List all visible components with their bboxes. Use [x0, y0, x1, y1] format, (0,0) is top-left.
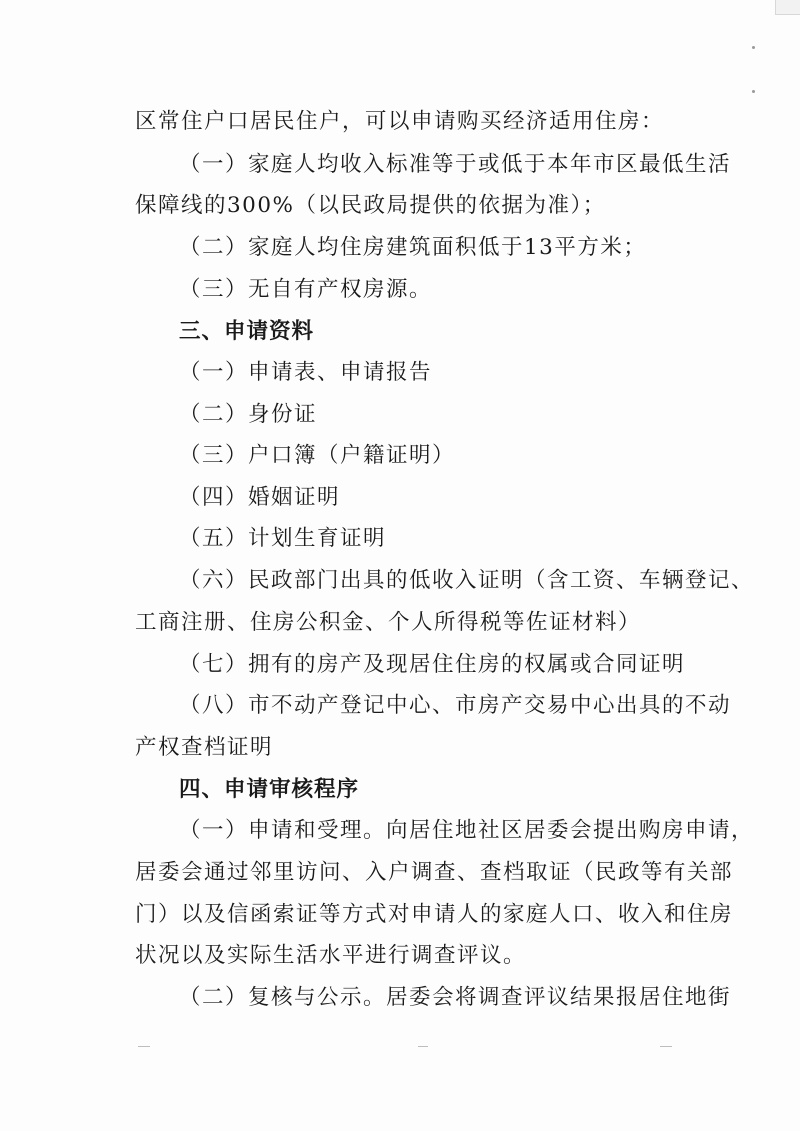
- text-line: 工商注册、住房公积金、个人所得税等佐证材料）: [135, 610, 642, 635]
- scan-speck: [752, 46, 755, 49]
- scan-speck: [752, 90, 755, 93]
- section-heading: 三、申请资料: [179, 319, 315, 344]
- page-corner-mark: [775, 0, 800, 15]
- text-line: 产权查档证明: [135, 735, 274, 760]
- text-line: （二）复核与公示。居委会将调查评议结果报居住地街: [179, 985, 732, 1010]
- scan-artifact: [138, 1046, 150, 1047]
- text-line: 保障线的300%（以民政局提供的依据为准）；: [135, 193, 606, 218]
- section-heading: 四、申请审核程序: [179, 777, 360, 802]
- text-line: （七）拥有的房产及现居住住房的权属或合同证明: [179, 652, 686, 677]
- text-line: （二）身份证: [179, 402, 318, 427]
- text-line: （一）家庭人均收入标准等于或低于本年市区最低生活: [179, 152, 732, 177]
- text-line: 门）以及信函索证等方式对申请人的家庭人口、收入和住房: [135, 902, 734, 927]
- scan-artifact: [418, 1046, 428, 1047]
- text-line: （三）无自有产权房源。: [179, 277, 433, 302]
- text-line: （五）计划生育证明: [179, 526, 387, 551]
- text-line: 居委会通过邻里访问、入户调查、查档取证（民政等有关部: [135, 860, 734, 885]
- text-line: （四）婚姻证明: [179, 485, 341, 510]
- text-line: （一）申请和受理。向居住地社区居委会提出购房申请，: [179, 818, 755, 843]
- scan-artifact: [660, 1046, 672, 1047]
- text-line: 状况以及实际生活水平进行调查评议。: [135, 943, 527, 968]
- text-line: （六）民政部门出具的低收入证明（含工资、车辆登记、: [179, 568, 755, 593]
- text-line: （八）市不动产登记中心、市房产交易中心出具的不动: [179, 693, 732, 718]
- text-line: （二）家庭人均住房建筑面积低于13平方米；: [179, 235, 647, 260]
- text-line: 区常住户口居民住户，可以申请购买经济适用住房：: [135, 109, 665, 134]
- text-line: （一）申请表、申请报告: [179, 360, 433, 385]
- text-line: （三）户口簿（户籍证明）: [179, 443, 456, 468]
